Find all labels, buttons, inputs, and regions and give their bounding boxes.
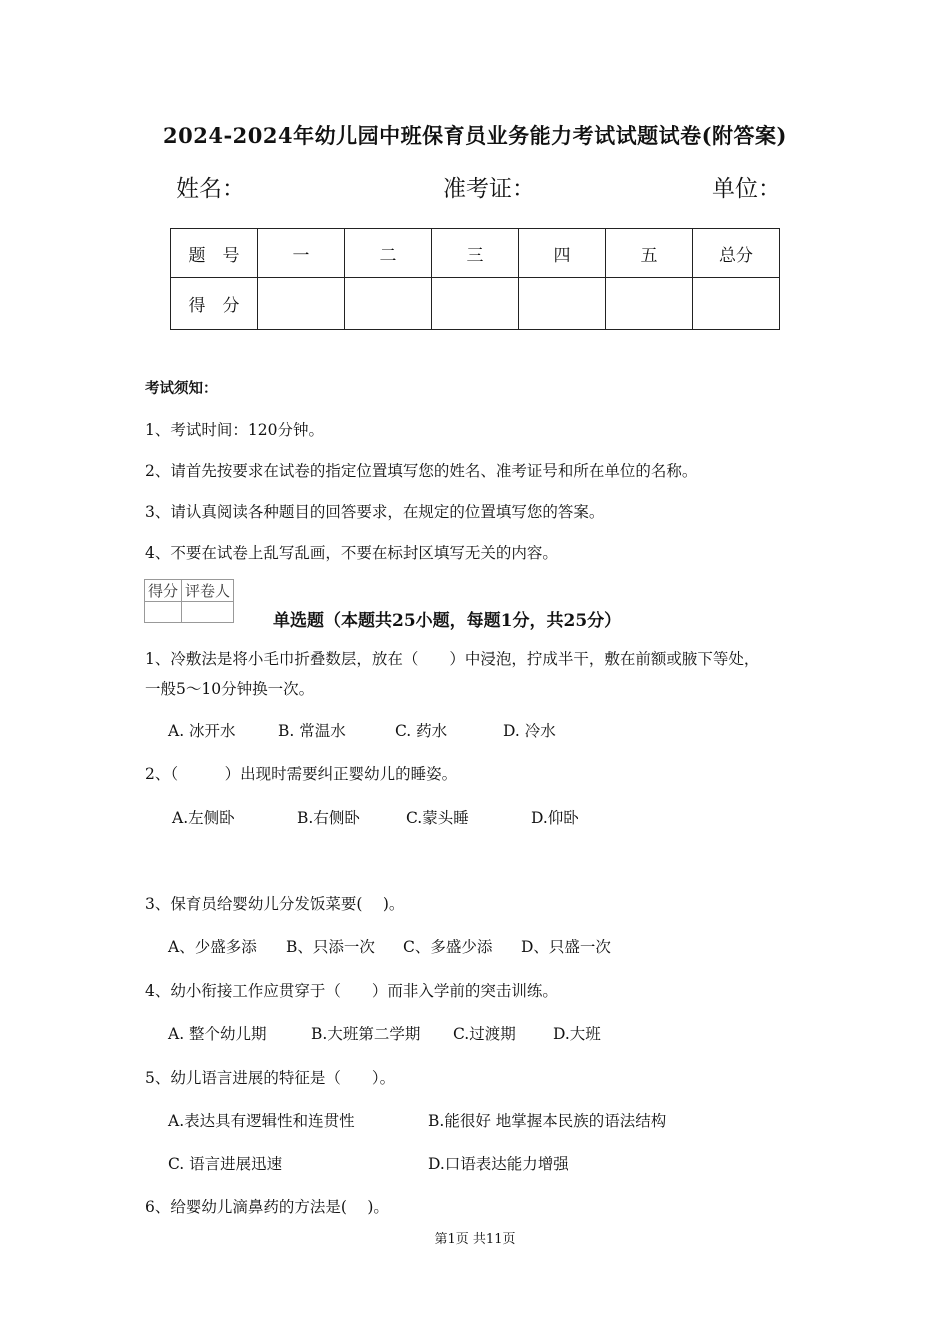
option-b[interactable]: B、只添一次 xyxy=(286,938,375,956)
question-1-line-2: 一般5～10分钟换一次。 xyxy=(145,680,315,698)
score-table-header-row xyxy=(171,229,780,278)
option-c[interactable]: C. 语言进展迅速 xyxy=(168,1155,283,1173)
option-a[interactable]: A、少盛多添 xyxy=(168,938,257,956)
score-cell[interactable] xyxy=(432,278,519,330)
name-field-label: 姓名： xyxy=(176,176,245,202)
option-c[interactable]: C、多盛少添 xyxy=(403,938,493,956)
notice-item: 2、请首先按要求在试卷的指定位置填写您的姓名、准考证号和所在单位的名称。 xyxy=(145,462,698,480)
question-5: 5、幼儿语言进展的特征是（ ）。 xyxy=(145,1069,396,1087)
option-b[interactable]: B.右侧卧 xyxy=(297,809,360,827)
score-cell[interactable] xyxy=(345,278,432,330)
question-6: 6、给婴幼儿滴鼻药的方法是( )。 xyxy=(145,1198,389,1216)
question-3: 3、保育员给婴幼儿分发饭菜要( )。 xyxy=(145,895,405,913)
notice-item: 3、请认真阅读各种题目的回答要求，在规定的位置填写您的答案。 xyxy=(145,503,605,521)
notice-item: 1、考试时间：120分钟。 xyxy=(145,421,324,439)
score-table-header: 一 xyxy=(258,229,345,278)
score-table-header: 二 xyxy=(345,229,432,278)
option-b[interactable]: B.大班第二学期 xyxy=(311,1025,421,1043)
grader-score-cell[interactable] xyxy=(145,602,182,623)
grader-box xyxy=(144,579,234,623)
score-cell[interactable] xyxy=(693,278,780,330)
notice-item: 4、不要在试卷上乱写乱画，不要在标封区填写无关的内容。 xyxy=(145,544,558,562)
option-a[interactable]: A. 整个幼儿期 xyxy=(168,1025,267,1043)
option-a[interactable]: A.左侧卧 xyxy=(172,809,235,827)
option-c[interactable]: C.过渡期 xyxy=(453,1025,516,1043)
score-table-header: 题 号 xyxy=(171,229,258,278)
score-table-header: 三 xyxy=(432,229,519,278)
grader-reviewer-cell[interactable] xyxy=(182,602,234,623)
score-cell[interactable] xyxy=(606,278,693,330)
option-d[interactable]: D.口语表达能力增强 xyxy=(428,1155,569,1173)
score-table-score-row xyxy=(171,278,780,330)
score-cell[interactable] xyxy=(258,278,345,330)
option-d[interactable]: D. 冷水 xyxy=(503,722,556,740)
grader-reviewer-label: 评卷人 xyxy=(182,580,234,602)
exam-id-field-label: 准考证： xyxy=(443,176,535,202)
option-a[interactable]: A. 冰开水 xyxy=(168,722,236,740)
option-d[interactable]: D、只盛一次 xyxy=(521,938,611,956)
unit-field-label: 单位： xyxy=(712,176,781,202)
option-c[interactable]: C.蒙头睡 xyxy=(406,809,469,827)
grader-score-label: 得分 xyxy=(145,580,182,602)
exam-title: 2024-2024年幼儿园中班保育员业务能力考试试题试卷(附答案) xyxy=(163,123,787,148)
question-4: 4、幼小衔接工作应贯穿于（ ）而非入学前的突击训练。 xyxy=(145,982,558,1000)
score-table xyxy=(170,228,780,330)
question-1-line-1: 1、冷敷法是将小毛巾折叠数层，放在（ ）中浸泡，拧成半干，敷在前额或腋下等处， xyxy=(145,650,760,668)
notice-heading: 考试须知： xyxy=(145,380,218,397)
score-table-header: 总分 xyxy=(693,229,780,278)
score-table-header: 四 xyxy=(519,229,606,278)
option-b[interactable]: B.能很好 地掌握本民族的语法结构 xyxy=(428,1112,667,1130)
option-d[interactable]: D.仰卧 xyxy=(531,809,579,827)
option-d[interactable]: D.大班 xyxy=(553,1025,601,1043)
section-title: 单选题（本题共25小题，每题1分，共25分） xyxy=(273,611,622,631)
option-b[interactable]: B. 常温水 xyxy=(278,722,346,740)
score-table-header: 五 xyxy=(606,229,693,278)
option-c[interactable]: C. 药水 xyxy=(395,722,448,740)
score-cell[interactable] xyxy=(519,278,606,330)
question-2: 2、（ ）出现时需要纠正婴幼儿的睡姿。 xyxy=(145,765,458,783)
page-footer: 第1页 共11页 xyxy=(434,1232,516,1247)
score-row-label: 得 分 xyxy=(171,278,258,330)
option-a[interactable]: A.表达具有逻辑性和连贯性 xyxy=(168,1112,355,1130)
